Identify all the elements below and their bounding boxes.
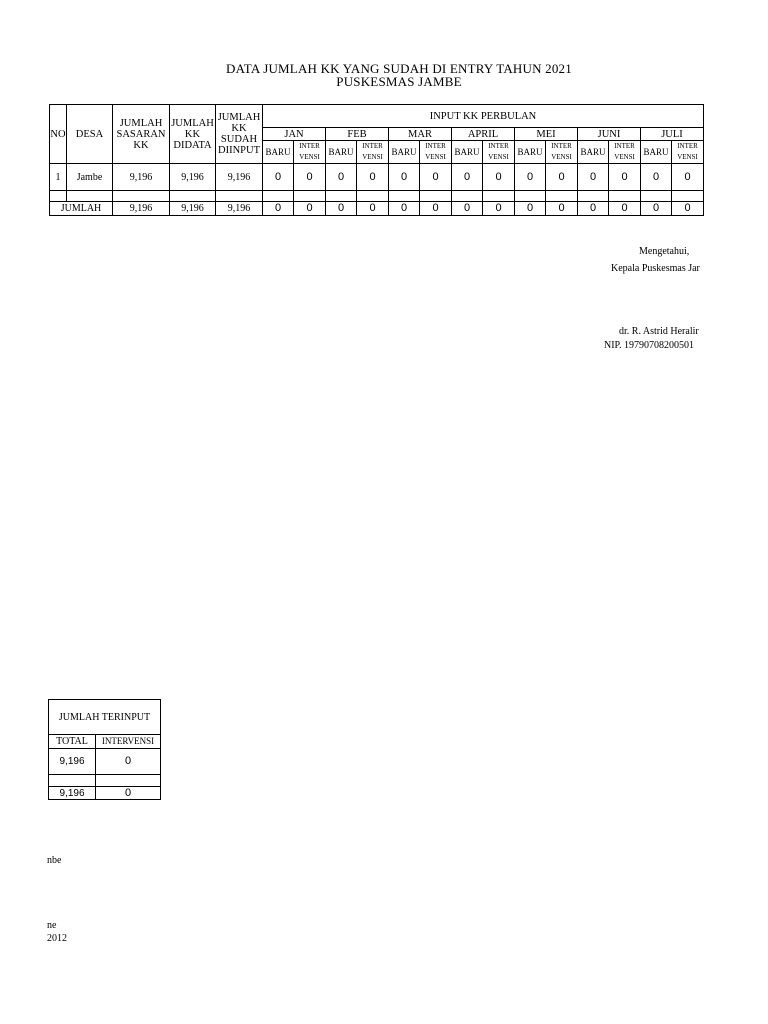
header-no: NO: [50, 105, 67, 164]
cell-juni-baru: 0: [578, 164, 609, 191]
summary-sum-intervensi: 0: [96, 787, 161, 800]
header-month-juli: JULI: [641, 128, 704, 141]
page-subtitle: PUSKESMAS JAMBE: [336, 74, 462, 89]
cell-total-feb-baru: 0: [326, 202, 357, 216]
header-baru: BARU: [263, 141, 294, 164]
summary-sum-total: 9,196: [49, 787, 96, 800]
table-row: [49, 749, 161, 775]
header-baru: BARU: [515, 141, 546, 164]
cell-jan-baru: 0: [263, 164, 294, 191]
cell-total-sasaran: 9,196: [113, 202, 170, 216]
cell-mei-intervensi: 0: [546, 164, 578, 191]
table-row-empty: [50, 191, 704, 202]
signature-nama: dr. R. Astrid Heralir: [619, 326, 699, 337]
header-intervensi: [609, 141, 641, 164]
header-intervensi: [483, 141, 515, 164]
header-intervensi: [546, 141, 578, 164]
header-baru: BARU: [578, 141, 609, 164]
cell-april-baru: 0: [452, 164, 483, 191]
cell-mei-baru: 0: [515, 164, 546, 191]
cell-april-intervensi: 0: [483, 164, 515, 191]
header-baru: BARU: [641, 141, 672, 164]
header-intervensi-line2: VENSI: [299, 153, 320, 161]
cell-total-label: JUMLAH: [50, 202, 113, 216]
cell-desa: Jambe: [67, 164, 113, 191]
header-intervensi-line1: INTER: [425, 142, 446, 150]
cell-total-juni-intervensi: 0: [609, 202, 641, 216]
header-month-mei: MEI: [515, 128, 578, 141]
cell-total-juli-baru: 0: [641, 202, 672, 216]
text-fragment-1: nbe: [47, 855, 62, 866]
summary-title: JUMLAH TERINPUT: [49, 700, 161, 735]
signature-jabatan: Kepala Puskesmas Jar: [611, 263, 700, 274]
cell-total-juni-baru: 0: [578, 202, 609, 216]
header-month-april: APRIL: [452, 128, 515, 141]
cell-total-mar-intervensi: 0: [420, 202, 452, 216]
header-input-perbulan: INPUT KK PERBULAN: [263, 105, 704, 128]
header-jumlah-diinput: JUMLAH KK SUDAH DIINPUT: [216, 105, 263, 164]
header-intervensi-line1: INTER: [614, 142, 635, 150]
cell-juni-intervensi: 0: [609, 164, 641, 191]
header-month-juni: JUNI: [578, 128, 641, 141]
header-month-jan: JAN: [263, 128, 326, 141]
cell-total-jan-intervensi: 0: [294, 202, 326, 216]
header-intervensi-line1: INTER: [677, 142, 698, 150]
header-intervensi-line1: INTER: [551, 142, 572, 150]
cell-total-mei-baru: 0: [515, 202, 546, 216]
header-intervensi-line2: VENSI: [551, 153, 572, 161]
header-intervensi: [672, 141, 704, 164]
cell-jan-intervensi: 0: [294, 164, 326, 191]
header-intervensi-line2: VENSI: [488, 153, 509, 161]
cell-total-feb-intervensi: 0: [357, 202, 389, 216]
header-desa: DESA: [67, 105, 113, 164]
cell-total-diinput: 9,196: [216, 202, 263, 216]
text-fragment-2: ne: [47, 920, 57, 931]
cell-feb-intervensi: 0: [357, 164, 389, 191]
cell-mar-intervensi: 0: [420, 164, 452, 191]
header-intervensi-line2: VENSI: [614, 153, 635, 161]
summary-cell-total: 9,196: [49, 749, 96, 775]
header-intervensi: [420, 141, 452, 164]
cell-feb-baru: 0: [326, 164, 357, 191]
cell-didata: 9,196: [170, 164, 216, 191]
cell-juli-intervensi: 0: [672, 164, 704, 191]
cell-total-april-baru: 0: [452, 202, 483, 216]
cell-mar-baru: 0: [389, 164, 420, 191]
header-month-mar: MAR: [389, 128, 452, 141]
summary-cell-intervensi: 0: [96, 749, 161, 775]
table-row-empty: [49, 775, 161, 787]
summary-header-total: TOTAL: [49, 735, 96, 749]
header-intervensi-line2: VENSI: [677, 153, 698, 161]
table-total-row: [50, 202, 704, 216]
header-baru: BARU: [389, 141, 420, 164]
header-jumlah-sasaran: JUMLAH SASARAN KK: [113, 105, 170, 164]
summary-header-intervensi: INTERVENSI: [96, 735, 161, 749]
page-title: DATA JUMLAH KK YANG SUDAH DI ENTRY TAHUN 2021: [226, 61, 572, 76]
cell-total-mar-baru: 0: [389, 202, 420, 216]
cell-total-april-intervensi: 0: [483, 202, 515, 216]
header-baru: BARU: [326, 141, 357, 164]
cell-total-didata: 9,196: [170, 202, 216, 216]
data-table: [49, 104, 704, 216]
table-header-row: [50, 105, 704, 128]
signature-nip: NIP. 19790708200501: [604, 340, 695, 351]
signature-mengetahui: Mengetahui,: [639, 246, 690, 257]
summary-sum-row: [49, 787, 161, 800]
header-intervensi-line1: INTER: [299, 142, 320, 150]
cell-sasaran: 9,196: [113, 164, 170, 191]
header-baru: BARU: [452, 141, 483, 164]
header-month-feb: FEB: [326, 128, 389, 141]
cell-juli-baru: 0: [641, 164, 672, 191]
cell-total-juli-intervensi: 0: [672, 202, 704, 216]
header-intervensi-line2: VENSI: [425, 153, 446, 161]
header-intervensi: [294, 141, 326, 164]
table-row: [50, 164, 704, 191]
cell-total-jan-baru: 0: [263, 202, 294, 216]
header-jumlah-didata: JUMLAH KK DIDATA: [170, 105, 216, 164]
header-intervensi-line1: INTER: [488, 142, 509, 150]
cell-diinput: 9,196: [216, 164, 263, 191]
cell-total-mei-intervensi: 0: [546, 202, 578, 216]
header-intervensi: [357, 141, 389, 164]
header-intervensi-line1: INTER: [362, 142, 383, 150]
cell-no: 1: [50, 164, 67, 191]
header-intervensi-line2: VENSI: [362, 153, 383, 161]
text-fragment-3: 2012: [47, 933, 67, 944]
summary-table: [48, 699, 161, 800]
